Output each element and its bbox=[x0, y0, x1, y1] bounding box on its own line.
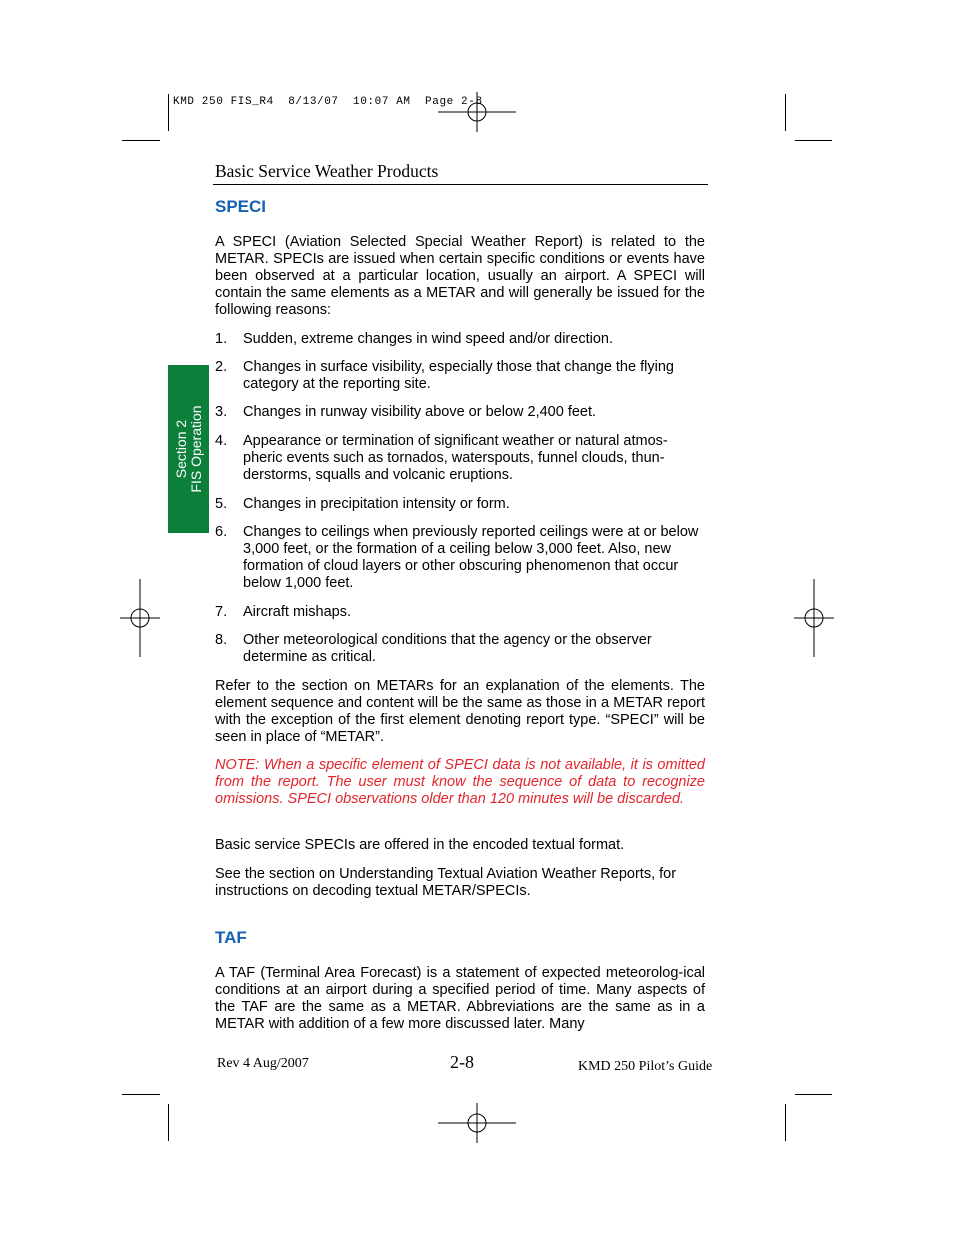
running-header: Basic Service Weather Products bbox=[215, 161, 439, 181]
list-item-text: Aircraft mishaps. bbox=[243, 604, 351, 620]
speci-refer-paragraph: Refer to the section on METARs for an explanation of the elements. The element sequence and content will be the same as those in a METAR report with the exception of the first element denoting report type. “SPECI” will be seen in place of “METAR”. bbox=[215, 678, 705, 745]
speci-basic-paragraph: Basic service SPECIs are offered in the encoded textual format. bbox=[215, 837, 625, 853]
taf-intro: A TAF (Terminal Area Forecast) is a statement of expected meteorolog-ical conditions at an airport during a specified period of time. Many aspects of the TAF are the same as a METAR. Abbreviations are the same as in a METAR with addition of a few more discussed later. Many bbox=[215, 965, 705, 1032]
list-item-number: 7. bbox=[215, 604, 228, 620]
list-item-text: Sudden, extreme changes in wind speed and/or direction. bbox=[243, 331, 613, 347]
speci-intro: A SPECI (Aviation Selected Special Weather Report) is related to the METAR. SPECIs are issued when certain specific conditions or events have been observed at a particular location, usually an airport. A SPECI will contain the same elements as a METAR and will generally be issued for the following reasons: bbox=[215, 234, 705, 318]
list-item-text: Appearance or termination of significant weather or natural atmos-pheric events such as tornados, waterspouts, funnel clouds, thun-derstorms, squalls and volcanic eruptions. bbox=[243, 433, 668, 483]
speci-see-paragraph: See the section on Understanding Textual Aviation Weather Reports, for instructions on decoding textual METAR/SPECIs. bbox=[215, 866, 677, 899]
list-item-number: 5. bbox=[215, 496, 228, 512]
page-number: 2-8 bbox=[450, 1052, 474, 1072]
crop-mark bbox=[122, 140, 160, 141]
list-item-number: 6. bbox=[215, 524, 228, 540]
crop-mark bbox=[168, 94, 169, 131]
taf-heading: TAF bbox=[215, 928, 247, 947]
list-item-text: Changes to ceilings when previously reported ceilings were at or below 3,000 feet, or the formation of a ceiling below 3,000 feet. Also, new formation of cloud layers or other obscuring phenomenon that occur below 1,000 feet. bbox=[243, 524, 699, 591]
registration-mark-icon bbox=[438, 92, 516, 132]
list-item-text: Other meteorological conditions that the agency or the observer determine as critical. bbox=[243, 632, 652, 665]
list-item-number: 8. bbox=[215, 632, 228, 648]
section-tab-line1: Section 2 bbox=[172, 419, 189, 479]
list-item-text: Changes in runway visibility above or below 2,400 feet. bbox=[243, 404, 597, 420]
crop-mark bbox=[785, 1104, 786, 1141]
crop-mark bbox=[795, 1094, 832, 1095]
speci-note: NOTE: When a specific element of SPECI data is not available, it is omitted from the report. The user must know the sequence of data to recognize omissions. SPECI observations older than 120 minutes will be discarded. bbox=[215, 757, 705, 807]
registration-mark-icon bbox=[438, 1103, 516, 1143]
list-item-number: 3. bbox=[215, 404, 228, 420]
crop-mark bbox=[122, 1094, 160, 1095]
section-tab bbox=[168, 365, 209, 533]
crop-mark bbox=[168, 1104, 169, 1141]
list-item-text: Changes in precipitation intensity or form. bbox=[243, 496, 510, 512]
section-tab-line2: FIS Operation bbox=[187, 405, 204, 493]
registration-mark-icon bbox=[794, 579, 834, 657]
list-item-text: Changes in surface visibility, especially those that change the flying category at the reporting site. bbox=[243, 359, 674, 392]
registration-mark-icon bbox=[120, 579, 160, 657]
crop-mark bbox=[785, 94, 786, 131]
crop-mark bbox=[795, 140, 832, 141]
list-item-number: 4. bbox=[215, 433, 228, 449]
speci-heading: SPECI bbox=[215, 197, 267, 216]
section-tab-label bbox=[174, 405, 204, 492]
list-item-number: 1. bbox=[215, 331, 228, 347]
list-item-number: 2. bbox=[215, 359, 228, 375]
footer-revision: Rev 4 Aug/2007 bbox=[217, 1056, 309, 1071]
print-slug: KMD 250 FIS_R4 8/13/07 10:07 AM Page 2-8 bbox=[173, 96, 483, 108]
footer-guide-title: KMD 250 Pilot’s Guide bbox=[578, 1059, 713, 1074]
header-rule bbox=[213, 184, 708, 185]
